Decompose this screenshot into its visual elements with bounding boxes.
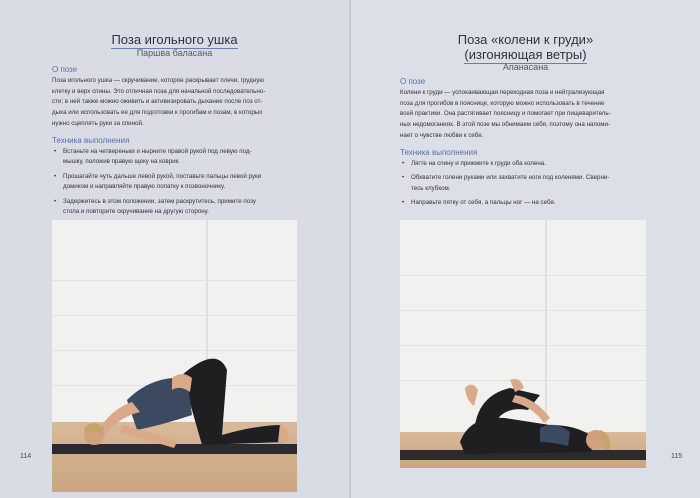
left-about-text: Поза игольного ушка — скручивание, которое раскрывает плечи, грудную клетку и верх спины. Это отличная поза для начальной последовательно- сти; в ней также можно оживить и активизировать дыхание после поз от- дыха или использовать ее для подготовки к прогибам и позам, в которых нужно сцеплять руки за спиной. bbox=[52, 77, 266, 127]
list-item: • Встаньте на четвереньки и нырните правой рукой под левую под- мышку, положив правую щеку на коврик. bbox=[52, 147, 314, 168]
right-steps-list bbox=[400, 159, 662, 213]
list-item: • Лягте на спину и прижмите к груди оба колена. bbox=[400, 159, 662, 169]
left-about-heading: О позе bbox=[52, 65, 78, 74]
right-pose-photo bbox=[400, 220, 646, 468]
left-pose-photo bbox=[52, 220, 297, 492]
list-item: • Направьте пятку от себя, а пальцы ног — на себя. bbox=[400, 198, 662, 208]
right-pose-title: Поза «колени к груди» (изгоняющая ветры) bbox=[457, 32, 594, 62]
left-page bbox=[0, 0, 349, 498]
right-technique-heading: Техника выполнения bbox=[400, 148, 478, 157]
left-technique-heading: Техника выполнения bbox=[52, 136, 130, 145]
list-item: • Задержитесь в этом положении, затем раскрутитесь, примите позу стола и повторите скручивание на другую сторону. bbox=[52, 197, 314, 218]
right-page bbox=[351, 0, 700, 498]
right-about-heading: О позе bbox=[400, 77, 426, 86]
yoga-figure-illustration bbox=[400, 220, 646, 468]
right-about-text: Колени к груди — успокаивающая переходная поза и нейтрализующая поза для прогибов в пояснице, которую можно использовать в течение всей практики. Она растягивает поясницу и помогает при пищеваритель- ных недомоганиях. В этой позе мы обнимаем себя, поэтому она напоми- нает о чувстве любви к себе. bbox=[400, 89, 611, 139]
left-pose-sanskrit-name: Паршва баласана bbox=[136, 48, 213, 58]
yoga-figure-illustration bbox=[52, 220, 297, 492]
list-item: • Прошагайте чуть дальше левой рукой, поставьте пальцы левой руки домиком и направляйте правую лопатку к позвоночнику. bbox=[52, 172, 314, 193]
left-page-number: 114 bbox=[20, 453, 32, 460]
left-pose-title: Поза игольного ушка bbox=[111, 32, 238, 47]
right-page-number: 115 bbox=[671, 453, 683, 460]
right-pose-sanskrit-name: Апанасана bbox=[502, 62, 549, 72]
left-steps-list bbox=[52, 147, 314, 221]
list-item: • Обхватите голени руками или захватите ноги под коленями. Сверни- тесь клубком. bbox=[400, 173, 662, 194]
